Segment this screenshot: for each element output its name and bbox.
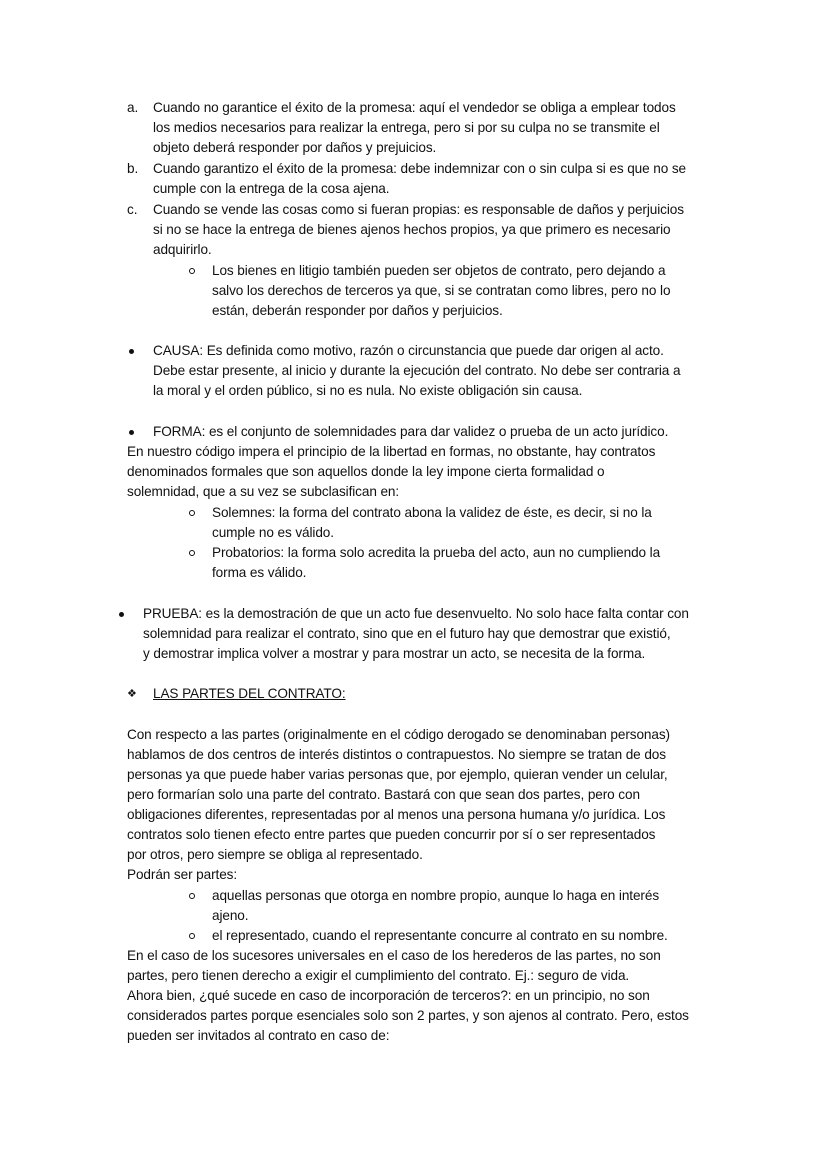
partes-line-2: hablamos de dos centros de interés distintos o contrapuestos. No siempre se tratan de dos bbox=[127, 747, 666, 762]
circle-bullet-icon bbox=[189, 893, 195, 899]
sub-propio-line-2: ajeno. bbox=[212, 908, 249, 923]
list-item-c-line-2: si no se hace la entrega de bienes ajenos hechos propios, ya que primero es necesario bbox=[153, 222, 671, 237]
partes-line-4: pero formarían solo una parte del contrato. Bastará con que sean dos partes, pero con bbox=[127, 787, 640, 802]
list-item-a-line-1: Cuando no garantice el éxito de la promesa: aquí el vendedor se obliga a emplear todos bbox=[153, 100, 676, 115]
list-marker-a: a. bbox=[127, 100, 139, 115]
prueba-line-3: y demostrar implica volver a mostrar y para mostrar un acto, se necesita de la forma. bbox=[143, 646, 646, 661]
circle-bullet-icon bbox=[189, 550, 195, 556]
sucesores-line-5: pueden ser invitados al contrato en caso de: bbox=[127, 1028, 390, 1043]
partes-line-5: obligaciones diferentes, representadas por al menos una persona humana y/o jurídica. Los bbox=[127, 807, 666, 822]
sub-propio-line-1: aquellas personas que otorga en nombre propio, aunque lo haga en interés bbox=[212, 888, 660, 903]
sucesores-line-4: considerados partes porque esenciales solo son 2 partes, y son ajenos al contrato. Pero, estos bbox=[127, 1008, 689, 1023]
bullet-icon bbox=[119, 612, 124, 617]
list-item-c-line-1: Cuando se vende las cosas como si fueran propias: es responsable de daños y perjuicios bbox=[153, 202, 684, 217]
partes-line-1: Con respecto a las partes (originalmente en el código derogado se denominaban personas) bbox=[127, 727, 670, 742]
list-item-a-line-2: los medios necesarios para realizar la entrega, pero si por su culpa no se transmite el bbox=[153, 120, 660, 135]
bullet-icon bbox=[129, 349, 134, 354]
prueba-line-1: PRUEBA: es la demostración de que un acto fue desenvuelto. No solo hace falta contar con bbox=[143, 606, 689, 621]
list-item-b-line-2: cumple con la entrega de la cosa ajena. bbox=[153, 181, 390, 196]
circle-bullet-icon bbox=[189, 510, 195, 516]
causa-line-1: CAUSA: Es definida como motivo, razón o circunstancia que puede dar origen al acto. bbox=[153, 343, 664, 358]
solemnes-line-2: cumple no es válido. bbox=[212, 525, 334, 540]
causa-line-2: Debe estar presente, al inicio y durante la ejecución del contrato. No debe ser contraria a bbox=[153, 363, 681, 378]
list-marker-c: c. bbox=[127, 202, 138, 217]
circle-bullet-icon bbox=[189, 933, 195, 939]
sucesores-line-2: partes, pero tienen derecho a exigir el cumplimiento del contrato. Ej.: seguro de vida. bbox=[127, 968, 630, 983]
sub-representado-line-1: el representado, cuando el representante concurre al contrato en su nombre. bbox=[212, 928, 668, 943]
list-marker-b: b. bbox=[127, 161, 139, 176]
list-item-c-line-3: adquirirlo. bbox=[153, 242, 212, 257]
forma-line-1: FORMA: es el conjunto de solemnidades para dar validez o prueba de un acto jurídico. bbox=[153, 424, 669, 439]
list-item-a-line-3: objeto deberá responder por daños y prejuicios. bbox=[153, 140, 437, 155]
probatorios-line-2: forma es válido. bbox=[212, 565, 307, 580]
causa-line-3: la moral y el orden público, si no es nula. No existe obligación sin causa. bbox=[153, 383, 583, 398]
forma-line-4: solemnidad, que a su vez se subclasifican en: bbox=[127, 484, 400, 499]
forma-line-2: En nuestro código impera el principio de la libertad en formas, no obstante, hay contratos bbox=[127, 444, 656, 459]
list-item-b-line-1: Cuando garantizo el éxito de la promesa: debe indemnizar con o sin culpa si es que no se bbox=[153, 161, 687, 176]
sucesores-line-3: Ahora bien, ¿qué sucede en caso de incorporación de terceros?: en un principio, no son bbox=[127, 988, 650, 1003]
solemnes-line-1: Solemnes: la forma del contrato abona la validez de éste, es decir, si no la bbox=[212, 505, 652, 520]
sucesores-line-1: En el caso de los sucesores universales en el caso de los herederos de las partes, no son bbox=[127, 948, 661, 963]
forma-line-3: denominados formales que son aquellos donde la ley impone cierta formalidad o bbox=[127, 464, 605, 479]
probatorios-line-1: Probatorios: la forma solo acredita la prueba del acto, aun no cumpliendo la bbox=[212, 545, 661, 560]
diamond-bullet-icon: ❖ bbox=[127, 688, 137, 700]
section-heading: LAS PARTES DEL CONTRATO: bbox=[153, 686, 346, 701]
bullet-icon bbox=[129, 430, 134, 435]
litigio-line-2: salvo los derechos de terceros ya que, si se contratan como libres, pero no lo bbox=[212, 283, 671, 298]
partes-line-7: por otros, pero siempre se obliga al representado. bbox=[127, 847, 423, 862]
partes-line-6: contratos solo tienen efecto entre partes que pueden concurrir por sí o ser representados bbox=[127, 827, 656, 842]
partes-line-8: Podrán ser partes: bbox=[127, 867, 238, 882]
circle-bullet-icon bbox=[189, 268, 195, 274]
litigio-line-1: Los bienes en litigio también pueden ser objetos de contrato, pero dejando a bbox=[212, 263, 666, 278]
litigio-line-3: están, deberán responder por daños y perjuicios. bbox=[212, 303, 503, 318]
prueba-line-2: solemnidad para realizar el contrato, sino que en el futuro hay que demostrar que existió, bbox=[143, 626, 671, 641]
partes-line-3: personas ya que puede haber varias personas que, por ejemplo, quieran vender un celular, bbox=[127, 767, 668, 782]
